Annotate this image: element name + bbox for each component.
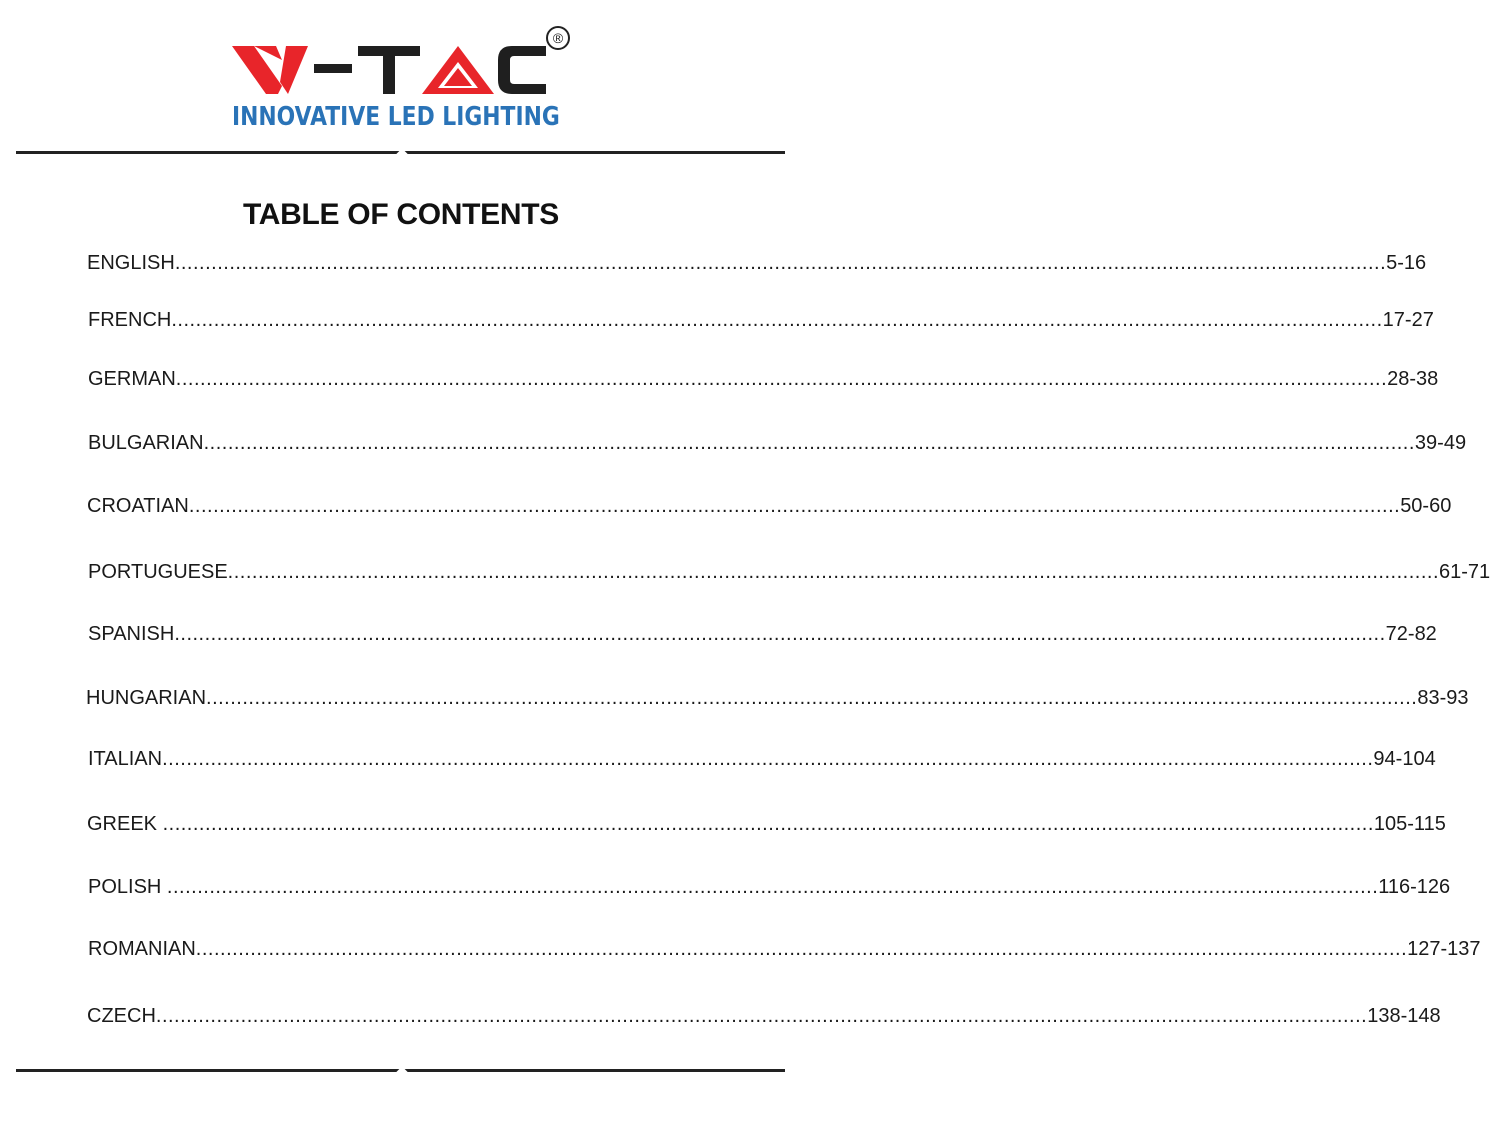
toc-leader-dots: ........................................................................................................................................................................................................ (162, 813, 1374, 835)
toc-entry-german[interactable] (88, 368, 1439, 391)
toc-entry-portuguese[interactable] (88, 561, 1490, 584)
toc-pages: 17-27 (1382, 309, 1434, 331)
toc-label: CROATIAN (87, 495, 189, 517)
toc-label: CZECH (87, 1005, 156, 1027)
header-divider (16, 151, 785, 154)
toc-label: PORTUGUESE (88, 561, 228, 583)
toc-entry-spanish[interactable] (88, 623, 1437, 646)
toc-label: GERMAN (88, 368, 176, 390)
toc-entry-bulgarian[interactable] (88, 432, 1467, 455)
toc-leader-dots: ........................................................................................................................................................................................................ (174, 623, 1386, 645)
toc-leader-dots: ........................................................................................................................................................................................................ (162, 748, 1374, 770)
toc-leader-dots: ........................................................................................................................................................................................................ (174, 252, 1387, 274)
toc-label: ROMANIAN (88, 938, 196, 960)
toc-pages: 5-16 (1386, 252, 1427, 274)
toc-entry-italian[interactable] (88, 748, 1436, 771)
toc-entry-czech[interactable] (87, 1005, 1441, 1028)
page-title: TABLE OF CONTENTS (243, 198, 559, 231)
brand-tagline: INNOVATIVE LED LIGHTING (232, 102, 560, 132)
toc-pages: 83-93 (1417, 687, 1469, 709)
toc-pages: 127-137 (1407, 938, 1481, 960)
toc-leader-dots: ........................................................................................................................................................................................................ (155, 1005, 1368, 1027)
toc-label: POLISH (88, 876, 167, 898)
toc-pages: 39-49 (1414, 432, 1467, 454)
toc-label: FRENCH (88, 309, 172, 331)
toc-pages: 138-148 (1367, 1005, 1441, 1027)
toc-entry-romanian[interactable] (88, 938, 1481, 961)
toc-entry-hungarian[interactable] (86, 687, 1469, 710)
toc-entry-croatian[interactable] (87, 495, 1452, 518)
toc-entry-polish[interactable] (88, 876, 1451, 899)
toc-leader-dots: ........................................................................................................................................................................................................ (206, 687, 1418, 709)
registered-mark: ® (546, 26, 570, 50)
toc-leader-dots: ........................................................................................................................................................................................................ (188, 495, 1401, 517)
toc-entry-greek[interactable] (87, 813, 1446, 836)
toc-label: BULGARIAN (88, 432, 204, 454)
toc-label: SPANISH (88, 623, 175, 645)
toc-entry-french[interactable] (88, 309, 1434, 332)
toc-leader-dots: ........................................................................................................................................................................................................ (171, 309, 1383, 331)
toc-pages: 61-71 (1439, 561, 1490, 583)
toc-label: ITALIAN (88, 748, 163, 770)
toc-pages: 105-115 (1373, 813, 1446, 835)
toc-pages: 28-38 (1387, 368, 1439, 390)
toc-leader-dots: ........................................................................................................................................................................................................ (195, 938, 1408, 960)
toc-label: ENGLISH (87, 252, 175, 274)
toc-pages: 94-104 (1373, 748, 1436, 770)
toc-pages: 50-60 (1400, 495, 1452, 517)
footer-divider (16, 1069, 785, 1072)
toc-entry-english[interactable] (87, 252, 1427, 275)
toc-label: HUNGARIAN (86, 687, 207, 709)
toc-leader-dots: ........................................................................................................................................................................................................ (175, 368, 1388, 390)
toc-pages: 72-82 (1385, 623, 1437, 645)
logo-wordmark-graphic (230, 28, 550, 98)
toc-leader-dots: ........................................................................................................................................................................................................ (166, 876, 1379, 898)
toc-pages: 116-126 (1378, 876, 1451, 898)
toc-leader-dots: ........................................................................................................................................................................................................ (227, 561, 1439, 583)
toc-leader-dots: ........................................................................................................................................................................................................ (203, 432, 1415, 454)
toc-label: GREEK (87, 813, 163, 835)
